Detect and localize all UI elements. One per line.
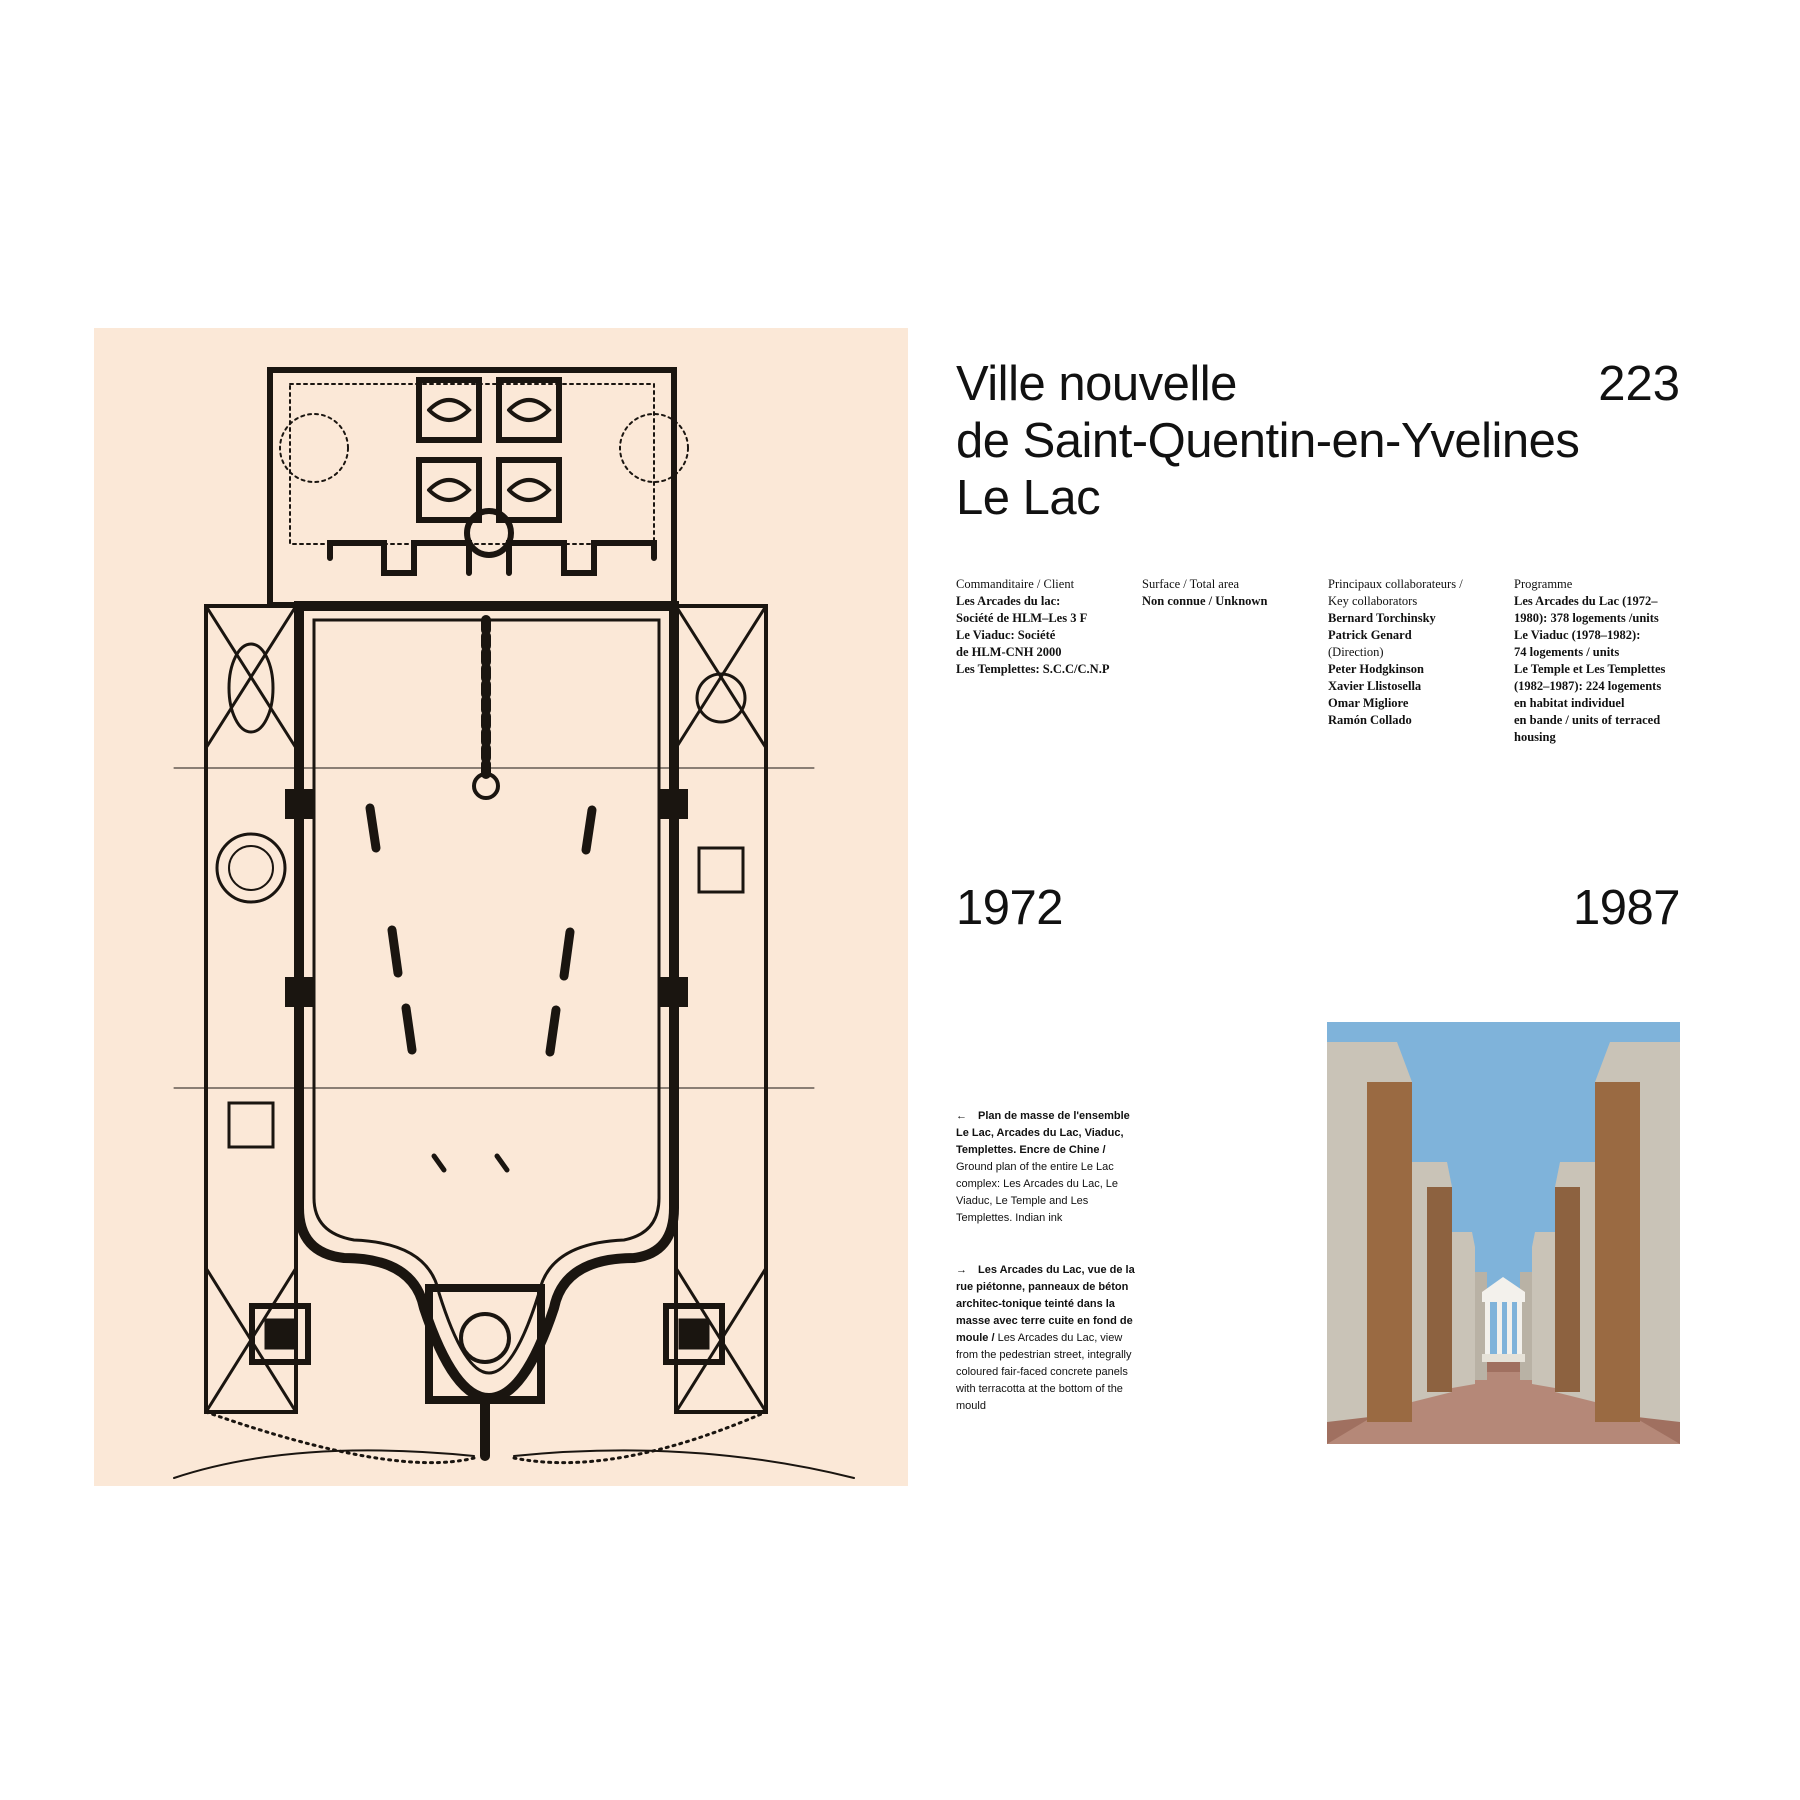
ground-plan-image: [94, 328, 908, 1486]
ground-plan-drawing: [94, 328, 908, 1486]
arrow-right-icon: →: [956, 1264, 967, 1276]
collaborator-name: Peter Hodgkinson: [1328, 662, 1424, 676]
meta-area-label: Surface / Total area: [1142, 577, 1240, 591]
meta-collaborators-label: Key collaborators: [1328, 594, 1418, 608]
programme-line: 1980): 378 logements /units: [1514, 611, 1659, 625]
meta-client: [956, 576, 1136, 678]
caption-plan-bold: Plan de masse de l'ensemble Le Lac, Arcades du Lac, Viaduc, Templettes. Encre de Chine /: [956, 1110, 1130, 1156]
collaborator-role: (Direction): [1328, 645, 1384, 659]
programme-line: (1982–1987): 224 logements: [1514, 679, 1662, 693]
meta-area: [1142, 576, 1322, 610]
programme-line: en bande / units of terraced: [1514, 713, 1661, 727]
programme-line: 74 logements / units: [1514, 645, 1620, 659]
title-line-2: de Saint-Quentin-en-Yvelines: [956, 414, 1580, 468]
arcades-photo-drawing: [1327, 1022, 1680, 1444]
programme-line: Le Viaduc (1978–1982):: [1514, 628, 1641, 642]
meta-client-line: de HLM-CNH 2000: [956, 645, 1062, 659]
collaborator-name: Ramón Collado: [1328, 713, 1412, 727]
arcades-photo: [1327, 1022, 1680, 1444]
caption-photo-bold: Les Arcades du Lac, vue de la rue piétonne, panneaux de béton architec-tonique teinté dans la masse avec terre cuite en fond de moule /: [956, 1264, 1135, 1344]
collaborator-name: Bernard Torchinsky: [1328, 611, 1436, 625]
arrow-left-icon: ←: [956, 1110, 967, 1122]
title-line-1: Ville nouvelle: [956, 357, 1237, 411]
caption-photo: [956, 1262, 1136, 1415]
programme-line: housing: [1514, 730, 1556, 744]
meta-client-line: Le Viaduc: Société: [956, 628, 1056, 642]
programme-line: en habitat individuel: [1514, 696, 1625, 710]
meta-programme: [1514, 576, 1684, 746]
title-line-3: Le Lac: [956, 471, 1101, 525]
year-end: 1987: [1572, 881, 1680, 935]
page-number: 223: [1598, 357, 1680, 411]
collaborator-name: Xavier Llistosella: [1328, 679, 1422, 693]
meta-area-value: Non connue / Unknown: [1142, 594, 1268, 608]
meta-client-line: Les Arcades du lac:: [956, 594, 1061, 608]
page-title: [956, 356, 1579, 527]
caption-plan: [956, 1108, 1136, 1227]
meta-programme-label: Programme: [1514, 577, 1573, 591]
meta-collaborators-label: Principaux collaborateurs /: [1328, 577, 1463, 591]
caption-photo-text: Les Arcades du Lac, view from the pedestrian street, integrally coloured fair-faced concrete panels with terracotta at the bottom of the mould: [956, 1332, 1132, 1412]
meta-collaborators: [1328, 576, 1508, 729]
caption-plan-text: Ground plan of the entire Le Lac complex: Les Arcades du Lac, Le Viaduc, Le Temple and Les Templettes. Indian ink: [956, 1161, 1119, 1224]
meta-client-label: Commanditaire / Client: [956, 577, 1075, 591]
collaborator-name: Omar Migliore: [1328, 696, 1409, 710]
programme-line: Le Temple et Les Templettes: [1514, 662, 1666, 676]
collaborator-name: Patrick Genard: [1328, 628, 1412, 642]
year-start: 1972: [956, 881, 1064, 935]
programme-line: Les Arcades du Lac (1972–: [1514, 594, 1658, 608]
meta-client-line: Société de HLM–Les 3 F: [956, 611, 1088, 625]
meta-client-line: Les Templettes: S.C.C/C.N.P: [956, 662, 1110, 676]
